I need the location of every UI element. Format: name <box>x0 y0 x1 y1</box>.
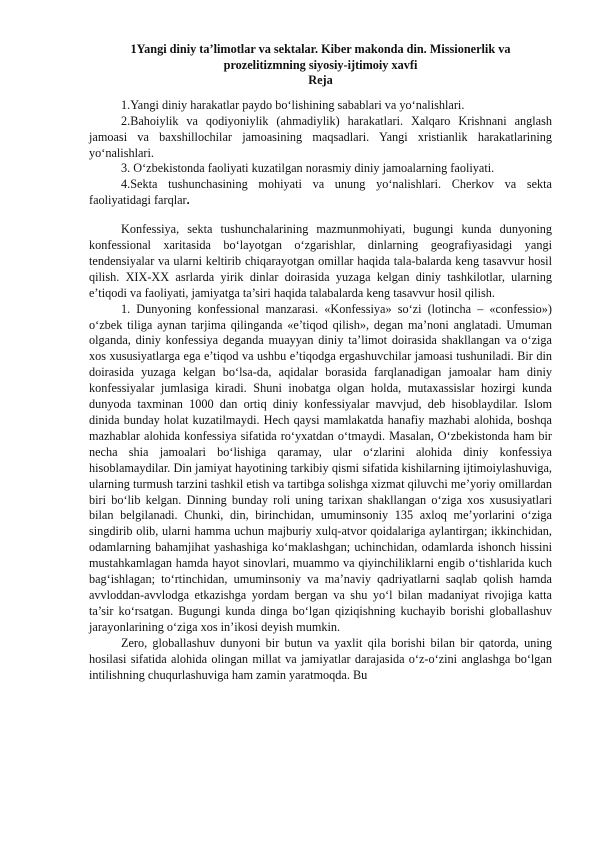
plan-item-1: 1.Yangi diniy harakatlar paydo bo‘lishining sabablari va yo‘nalishlari. <box>121 97 465 112</box>
intro-paragraph: Konfessiya, sekta tushunchalarining mazmunmohiyati, bugungi kunda dunyoning konfessional xaritasida bo‘layotgan o‘zgarishlar, dinlarning geografiyasidagi yangi tendensiyalar va ularni keltirib chiqarayotgan omillar haqida tala-balarda keng tasavvur hosil qilish. XIX-XX asrlarda yirik dinlar doirasida yuzaga kelgan diniy tashkilotlar, ularning e’tiqodi va faoliyati, jamiyatga ta’siri haqida talabalarda keng tasavvur hosil qilish. <box>89 222 552 300</box>
plan-item-4 <box>89 177 552 209</box>
plan-item-2: 2.Bahoiylik va qodiyoniylik (ahmadiylik) harakatlari. Xalqaro Krishnani anglash jamoasi va baxshillochilar jamoasining maqsadlari. Yangi xristianlik harakatlarining yo‘nalishlari. <box>89 113 552 160</box>
plan-item-4-period: . <box>186 193 190 208</box>
section-1-paragraph: 1. Dunyoning konfessional manzarasi. «Konfessiya» so‘zi (lotincha – «confessio») o‘zbek tiliga aynan tarjima qilinganda «e’tiqod qilish», degan ma’noni anglatadi. Umuman olganda, diniy konfessiya deganda muayyan diniy ta’limot doirasida shakllangan va o‘ziga xos xususiyatlarga ega e’tiqod va ushbu e’tiqodga ergashuvchilar jamoasi tushuniladi. Bir din doirasida yuzaga kelgan bo‘lsa-da, aqidalar borasida farqlanadigan jamoalar ham diniy konfessiyalar jumlasiga kiradi. Shuni inobatga olgan holda, mutaxassislar hozirgi kunda dunyoda taxminan 1000 dan ortiq diniy konfessiyalar mavvjud, deb hisoblaydilar. Islom dinida bunday holat kuzatilmaydi. Hech qaysi mamlakatda hanafiy mazhabi alohida, boshqa mazhablar alohida konfessiya sifatida ro‘yxatdan o‘tmaydi. Masalan, O‘zbekistonda ham bir necha shia jamoalari bo‘lishiga qaramay, ular o‘zlarini alohida diniy konfessiya hisoblamaydilar. Din jamiyat hayotining tarkibiy qismi sifatida kishilarning ijtimoiylashuviga, ularning turmush tarzini tashkil etish va tartibga solishga xizmat qiluvchi me’yoriy omillardan biri bo‘lib kelgan. Dinning bunday roli uning tarixan shakllangan o‘ziga xos xususiyatlari bilan belgilanadi. Chunki, din, birinchidan, umuminsoniy 135 axloq me’yorlarini o‘ziga singdirib olib, ularni hamma uchun majburiy xulq-atvor qoidalariga aylantirgan; ikkinchidan, odamlarning bahamjihat yashashiga ko‘maklashgan; uchinchidan, odamlarda ishonch hissini mustahkamlagan hamda hayot sinovlari, muammo va qiyinchiliklarni engib o‘tishlarida kuch bag‘ishlagan; to‘rtinchidan, umuminsoniy va ma’naviy qadriyatlarni saqlab qolish hamda avvloddan-avvlodga etkazishga yordam bergan va shu yo‘l bilan madaniyat rivojiga katta ta’sir ko‘rsatgan. Bugungi kunda dinga bo‘lgan qiziqishning kuchayib borishi globallashuv jarayonlarining o‘ziga xos in’ikosi deyish mumkin. <box>89 301 552 634</box>
document-title: 1Yangi diniy ta’limotlar va sektalar. Kiber makonda din. Missionerlik va prozelitizmning siyosiy-ijtimoiy xavfi <box>130 42 511 72</box>
spacer <box>89 209 552 222</box>
closing-paragraph: Zero, globallashuv dunyoni bir butun va yaxlit qila borishi bilan bir qatorda, uning hosilasi sifatida alohida olingan millat va jamiyatlar darajasida o‘z-o‘zini anglashga bo‘lgan intilishning chuqurlashuviga ham zamin yaratmoqda. Bu <box>89 635 552 682</box>
plan-item-3: 3. O‘zbekistonda faoliyati kuzatilgan norasmiy diniy jamoalarning faoliyati. <box>121 161 495 176</box>
plan-heading: Reja <box>308 73 333 88</box>
plan-item-4-text: 4.Sekta tushunchasining mohiyati va unung yo‘nalishlari. Cherkov va sekta faoliyatidagi farqlar <box>89 177 552 208</box>
